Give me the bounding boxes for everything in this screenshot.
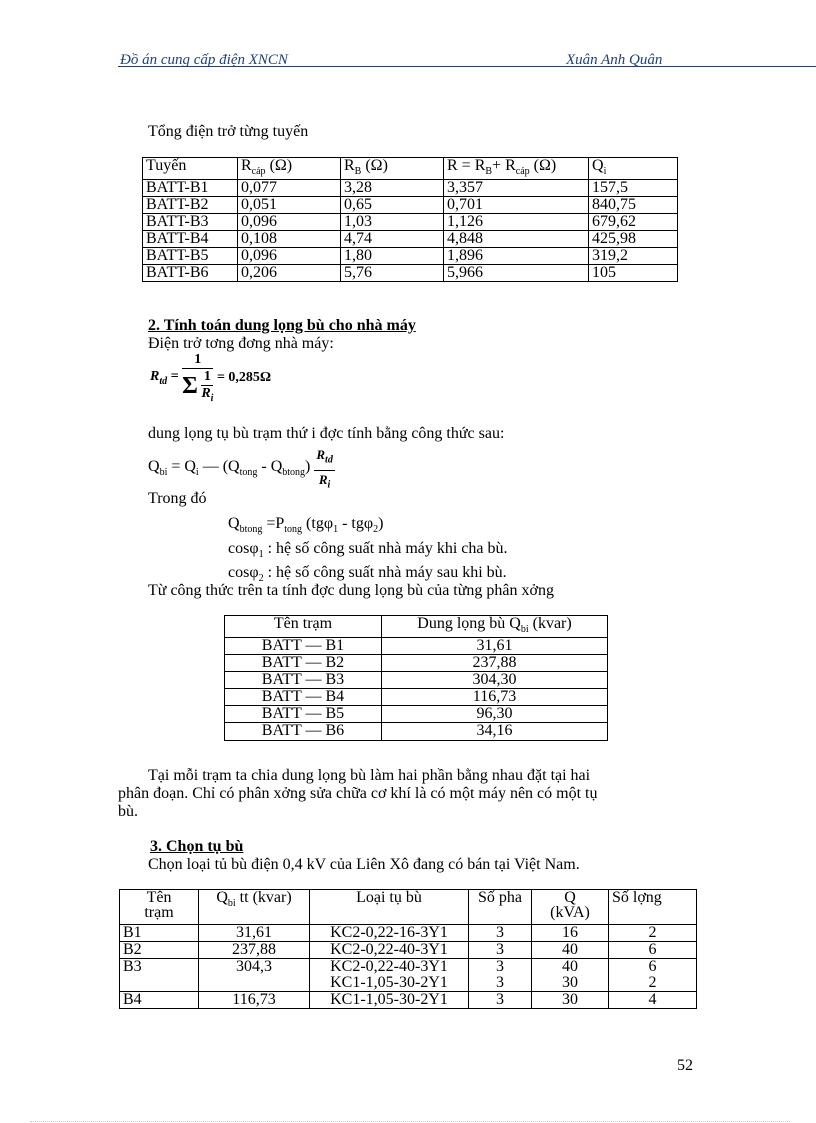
table-row: BATT-B4 0,108 4,74 4,848 425,98 xyxy=(143,231,678,248)
formula-rtd-fraction: 1 Σ $\frac{1}{R_i}$ xyxy=(182,352,214,404)
table-header-row xyxy=(225,616,608,638)
eq-cos1: cosφ$_1$ : hệ số công suất nhà máy khi cha bù. xyxy=(228,540,508,561)
th-rcap: $R_{cáp}$ (Ω) xyxy=(238,158,341,180)
section3-title: 3. Chọn tụ bù xyxy=(150,838,244,855)
eq-qbtong: $Q_{btong} =P_{tong}$ (tgφ$_1$ - tgφ$_2$) xyxy=(228,515,384,536)
table-row: B1 31,61 KC2-0,22-16-3Y1 3 16 2 xyxy=(120,925,697,942)
compensation-table xyxy=(224,615,608,741)
paragraph-line2: phân đoạn. Chỉ có phân xởng sửa chữa cơ khí là có một máy nên có một tụ xyxy=(118,785,598,802)
th-loai: Loại tụ bù xyxy=(310,890,469,925)
table-row: BATT-B1 0,077 3,28 3,357 157,5 xyxy=(143,180,678,197)
th-tuyen: Tuyến xyxy=(143,158,238,180)
table-row: B3 304,3 KC2-0,22-40-3Y1 3 40 6 xyxy=(120,959,697,976)
section2-line1: Điện trở tơng đơng nhà máy: xyxy=(148,335,334,352)
th-dung-luong: Dung lọng bù $Q_{bi}$ (kvar) xyxy=(382,616,608,638)
section2-title: 2. Tính toán dung lọng bù cho nhà máy xyxy=(148,317,416,334)
th-so-luong: Số lợng xyxy=(609,890,697,925)
table-row: BATT-B5 0,096 1,80 1,896 319,2 xyxy=(143,248,678,265)
table-row: BATT-B6 0,206 5,76 5,966 105 xyxy=(143,265,678,282)
paragraph-line1: Tại mỗi trạm ta chia dung lọng bù làm hai phần bằng nhau đặt tại hai xyxy=(148,767,591,784)
header-left: Đồ án cung cấp điện XNCN xyxy=(120,52,288,68)
section2-line3: Từ công thức trên ta tính đợc dung lọng bù của từng phân xởng xyxy=(148,582,554,599)
table-row: BATT — B1 31,61 xyxy=(225,638,608,655)
th-qi: $Q_i$ xyxy=(589,158,678,180)
table-row: BATT-B3 0,096 1,03 1,126 679,62 xyxy=(143,214,678,231)
table-row: BATT — B2 237,88 xyxy=(225,655,608,672)
th-ten-tram: Tên trạm xyxy=(120,890,199,925)
th-qbi: $Q_{bi}$ tt (kvar) xyxy=(199,890,310,925)
trong-do: Trong đó xyxy=(148,490,207,507)
table-row: BATT-B2 0,051 0,65 0,701 840,75 xyxy=(143,197,678,214)
resistance-table xyxy=(142,157,678,282)
th-r: $R = R_B+ R_{cáp}$ (Ω) xyxy=(444,158,589,180)
formula-qbi: $Q_{bi} = Q_i$ — $(Q_{tong} - Q_{btong})$ $\frac{R_{td}}{R_i}$ xyxy=(148,446,335,494)
th-rb: $R_B$ (Ω) xyxy=(341,158,444,180)
table-row: BATT — B3 304,30 xyxy=(225,672,608,689)
table-header-row xyxy=(120,890,697,925)
eq-cos2: cosφ$_2$ : hệ số công suất nhà máy sau khi bù. xyxy=(228,564,507,585)
page-number: 52 xyxy=(677,1057,693,1074)
capacitor-table xyxy=(119,889,697,1009)
header-rule xyxy=(118,66,816,67)
table-row: B2 237,88 KC2-0,22-40-3Y1 3 40 6 xyxy=(120,942,697,959)
page-bottom-divider xyxy=(30,1121,790,1122)
th-pha: Số pha xyxy=(469,890,532,925)
table-row: BATT — B5 96,30 xyxy=(225,706,608,723)
table-row: KC1-1,05-30-2Y1 3 30 2 xyxy=(120,975,697,992)
section3-line1: Chọn loại tủ bù điện 0,4 kV của Liên Xô đang có bán tại Việt Nam. xyxy=(148,856,580,873)
table-row: BATT — B4 116,73 xyxy=(225,689,608,706)
table-header-row xyxy=(143,158,678,180)
paragraph-line3: bù. xyxy=(118,803,138,820)
th-ten-tram: Tên trạm xyxy=(225,616,382,638)
header-right: Xuân Anh Quân xyxy=(566,52,663,68)
section2-line2: dung lọng tụ bù trạm thứ i đợc tính bằng công thức sau: xyxy=(148,425,505,442)
th-q-kva: Q (kVA) xyxy=(532,890,609,925)
formula-qbi-fraction: $\frac{R_{td}}{R_i}$ xyxy=(316,447,333,491)
table-row: BATT — B6 34,16 xyxy=(225,723,608,741)
formula-rtd: $R_{td}$ = 1 Σ $\frac{1}{R_i}$ = 0,285Ω xyxy=(150,352,272,404)
table-row: B4 116,73 KC1-1,05-30-2Y1 3 30 4 xyxy=(120,992,697,1009)
section1-title: Tổng điện trở từng tuyến xyxy=(148,123,309,140)
